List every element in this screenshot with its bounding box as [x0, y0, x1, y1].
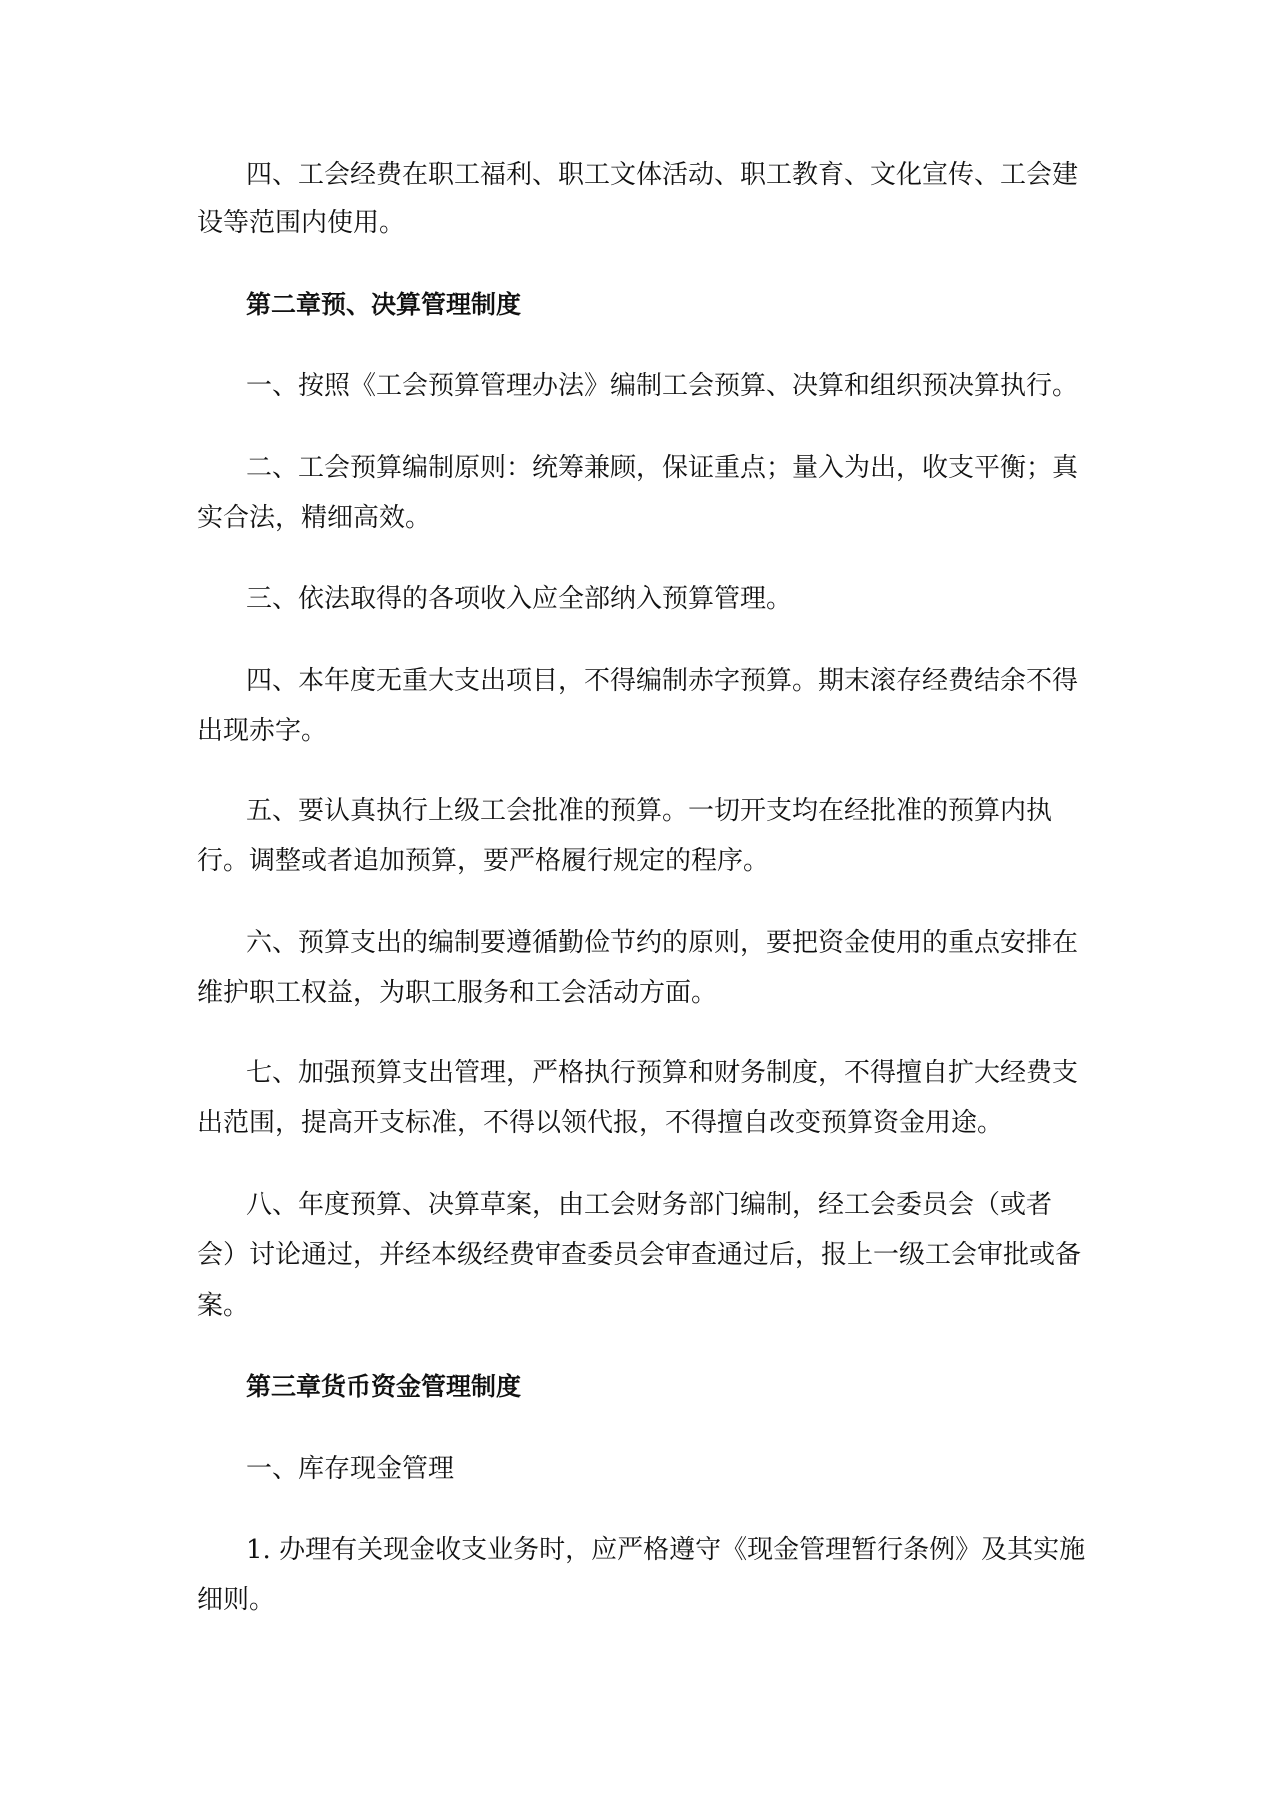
- text-line: 细则。: [197, 1585, 276, 1615]
- text-line: 七、加强预算支出管理，严格执行预算和财务制度，不得擅自扩大经费支: [246, 1058, 1079, 1088]
- text-line: 出现赤字。: [197, 716, 328, 746]
- text-line: 三、依法取得的各项收入应全部纳入预算管理。: [246, 584, 793, 614]
- text-line: 维护职工权益，为职工服务和工会活动方面。: [197, 978, 718, 1008]
- section-heading: 一、库存现金管理: [246, 1454, 455, 1484]
- text-line: 出范围，提高开支标准，不得以领代报，不得擅自改变预算资金用途。: [197, 1108, 1004, 1138]
- text-line: 六、预算支出的编制要遵循勤俭节约的原则，要把资金使用的重点安排在: [246, 928, 1079, 958]
- text-line: 八、年度预算、决算草案，由工会财务部门编制，经工会委员会（或者: [246, 1190, 1053, 1220]
- text-line: 1. 办理有关现金收支业务时，应严格遵守《现金管理暂行条例》及其实施: [246, 1535, 1086, 1565]
- text-line: 实合法，精细高效。: [197, 503, 432, 533]
- text-line: 会）讨论通过，并经本级经费审查委员会审查通过后，报上一级工会审批或备: [197, 1240, 1082, 1270]
- text-line: 四、工会经费在职工福利、职工文体活动、职工教育、文化宣传、工会建: [246, 160, 1079, 190]
- text-line: 设等范围内使用。: [197, 208, 406, 238]
- chapter-heading: 第二章预、决算管理制度: [246, 290, 522, 319]
- text-line: 一、按照《工会预算管理办法》编制工会预算、决算和组织预决算执行。: [246, 371, 1079, 401]
- text-line: 案。: [197, 1291, 250, 1321]
- text-line: 四、本年度无重大支出项目，不得编制赤字预算。期末滚存经费结余不得: [246, 666, 1079, 696]
- text-line: 二、工会预算编制原则：统筹兼顾，保证重点；量入为出，收支平衡；真: [246, 453, 1079, 483]
- text-line: 行。调整或者追加预算，要严格履行规定的程序。: [197, 846, 770, 876]
- chapter-heading: 第三章货币资金管理制度: [246, 1372, 522, 1401]
- text-line: 五、要认真执行上级工会批准的预算。一切开支均在经批准的预算内执: [246, 796, 1053, 826]
